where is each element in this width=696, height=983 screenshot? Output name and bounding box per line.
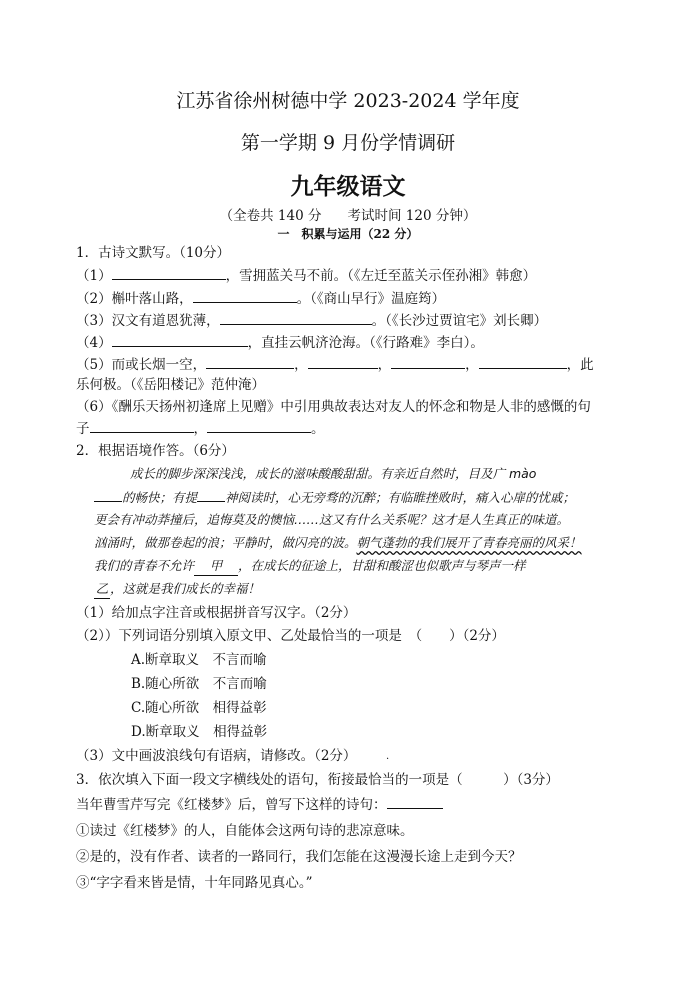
q2-sub3: （3）文中画波浪线句有语病，请修改。（2分） (76, 748, 357, 764)
answer-blank[interactable] (112, 333, 248, 347)
passage-line: 汹涌时，做那卷起的浪；平静时，做闪亮的波。朝气蓬勃的我们展开了青春亮丽的风采！ (94, 535, 582, 550)
answer-blank[interactable] (197, 488, 225, 502)
option-a: A.断章取义 不言而喻 (131, 652, 267, 668)
blank-yi[interactable]: 乙 (94, 580, 110, 599)
q1-item-4: （4） ，直挂云帆济沧海。（《行路难》李白）。 (76, 335, 484, 351)
exam-meta (0, 204, 696, 224)
q1-item-5-cont: 乐何极。（《岳阳楼记》范仲淹） (76, 377, 265, 393)
wavy-underlined-sentence: 朝气蓬勃的我们展开了青春亮丽的风采！ (356, 535, 582, 550)
option-b: B.随心所欲 不言而喻 (131, 676, 267, 692)
q1-heading: 1．古诗文默写。（10分） (76, 245, 231, 261)
answer-blank[interactable] (479, 355, 567, 369)
q1-item-6-cont: 子 ， 。 (76, 421, 325, 437)
q3-heading: 3．依次填入下面一段文字横线处的语句，衔接最恰当的一项是（ ）（3分） (76, 772, 559, 788)
answer-blank[interactable] (206, 355, 294, 369)
subject-title: 九年级语文 (290, 173, 406, 200)
q1-item-5: （5）而或长烟一空， ， ， ， ，此 (76, 357, 594, 373)
q1-item-2: （2）槲叶落山路， 。（《商山早行》温庭筠） (76, 291, 446, 307)
answer-blank[interactable] (207, 419, 311, 433)
q1-item-3: （3）汉文有道恩犹薄， 。（《长沙过贾谊宅》刘长卿） (76, 313, 548, 329)
exam-time: 考试时间 120 分钟） (347, 208, 477, 224)
passage-line: 我们的青春不允许 甲 ，在成长的征途上，甘甜和酸涩也似歌声与琴声一样 (94, 557, 526, 576)
q1-item-6: （6）《酬乐天扬州初逢席上见赠》中引用典故表达对友人的怀念和物是人非的感慨的句 (76, 399, 591, 415)
blank-jia[interactable]: 甲 (194, 557, 238, 576)
exam-period-title: 第一学期 9 月份学情调研 (240, 132, 456, 154)
total-score: （全卷共 140 分 (219, 208, 322, 224)
q2-sub1: （1）给加点字注音或根据拼音写汉字。（2分） (76, 605, 357, 621)
option-c: C.随心所欲 相得益彰 (131, 700, 267, 716)
q2-heading: 2．根据语境作答。（6分） (76, 443, 235, 459)
q3-item-2: ②是的，没有作者、读者的一路同行，我们怎能在这漫漫长途上走到今天？ (76, 849, 522, 865)
school-title: 江苏省徐州树德中学 2023-2024 学年度 (176, 90, 520, 112)
stray-dot: . (386, 751, 390, 762)
answer-blank[interactable] (387, 795, 443, 809)
passage-line: 更会有冲动莽撞后，追悔莫及的懊恼……这又有什么关系呢？这才是人生真正的味道。 (94, 512, 570, 527)
answer-blank[interactable] (90, 419, 194, 433)
passage-line: 成长的脚步深深浅浅，成长的滋味酸酸甜甜。有亲近自然时，目及广 mào (130, 466, 537, 481)
answer-blank[interactable] (391, 355, 465, 369)
section-heading: 一 积累与运用（22 分） (277, 227, 419, 241)
q2-sub2: （2））下列词语分别填入原文甲、乙处最恰当的一项是 （ ）（2分） (76, 628, 505, 644)
q1-item-1: （1） ，雪拥蓝关马不前。（《左迁至蓝关示侄孙湘》韩愈） (76, 268, 537, 284)
answer-blank[interactable] (220, 311, 372, 325)
answer-blank[interactable] (308, 355, 378, 369)
passage-line: 乙 ，这就是我们成长的幸福！ (94, 580, 260, 599)
passage-line: 的畅快；有提 神阅读时，心无旁骛的沉醉；有临睢挫败时，痛入心扉的忧戚； (94, 488, 575, 507)
answer-blank[interactable] (193, 289, 297, 303)
q3-intro: 当年曹雪芹写完《红楼梦》后，曾写下这样的诗句： (76, 795, 443, 814)
q3-item-3: ③“字字看来皆是情，十年同路见真心。” (76, 875, 313, 891)
answer-blank[interactable] (94, 488, 122, 502)
q3-item-1: ①读过《红楼梦》的人，自能体会这两句诗的悲凉意味。 (76, 823, 414, 839)
answer-blank[interactable] (112, 266, 226, 280)
option-d: D.断章取义 相得益彰 (131, 724, 268, 740)
